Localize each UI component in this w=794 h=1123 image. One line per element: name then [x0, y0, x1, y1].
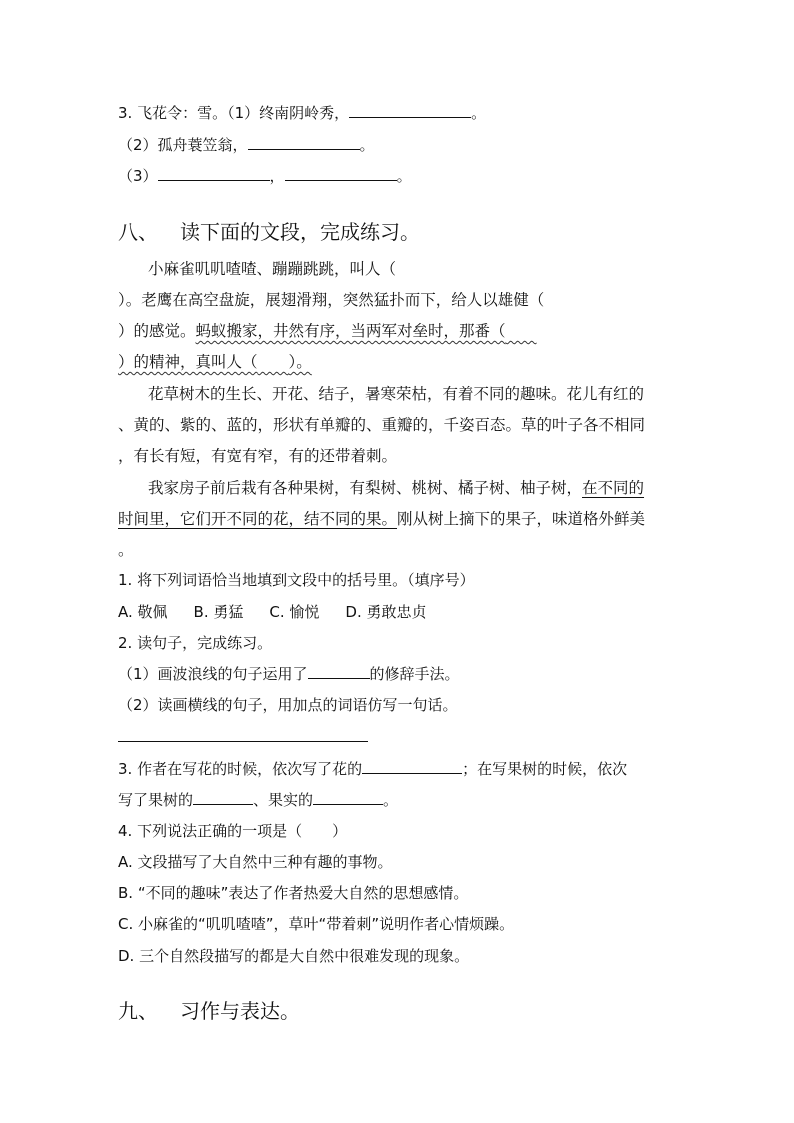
passage-line: 小麻雀叽叽喳喳、蹦蹦跳跳，叫人（	[148, 260, 397, 278]
question-1: 1. 将下列词语恰当地填到文段中的括号里。（填序号）	[118, 571, 475, 589]
section-title: 读下面的文段，完成练习。	[180, 220, 420, 244]
passage-line: 。	[118, 541, 134, 559]
passage-line: ，有长有短，有宽有窄，有的还带着刺。	[118, 447, 398, 465]
question-4-option-b: B. “不同的趣味”表达了作者热爱大自然的思想感情。	[118, 884, 469, 902]
question-4: 4. 下列说法正确的一项是（ ）	[118, 822, 348, 840]
passage-line	[118, 352, 312, 372]
fhl-line-3: （3） ， 。	[118, 167, 412, 185]
fhl-line-1: 3. 飞花令：雪。（1）终南阴岭秀， 。	[118, 104, 487, 122]
option-d: D. 勇敢忠贞	[345, 603, 427, 621]
answer-blank[interactable]	[362, 759, 462, 774]
option-c: C. 愉悦	[269, 603, 320, 621]
passage-line: 花草树木的生长、开花、结子，暑寒荣枯，有着不同的趣味。花儿有红的	[148, 385, 645, 403]
answer-blank[interactable]	[285, 166, 397, 181]
section-number: 八、	[118, 220, 158, 244]
wavy-underlined-sentence: 蚂蚁搬家，井然有序，当两军对垒时，那番（	[195, 322, 506, 340]
section-number: 九、	[118, 999, 158, 1023]
question-3: 3. 作者在写花的时候，依次写了花的 ；在写果树的时候，依次	[118, 760, 628, 778]
answer-blank[interactable]	[308, 664, 370, 679]
answer-blank[interactable]	[349, 103, 471, 118]
question-4-option-a: A. 文段描写了大自然中三种有趣的事物。	[118, 853, 393, 871]
section-title: 习作与表达。	[180, 999, 300, 1023]
fhl-line-2: （2）孤舟蓑笠翁， 。	[118, 136, 375, 154]
passage-line: 我家房子前后栽有各种果树，有梨树、桃树、橘子树、柚子树，在不同的	[148, 479, 645, 497]
passage-line: 时间里，它们开不同的花，结不同的果。刚从树上摘下的果子，味道格外鲜美	[118, 510, 646, 528]
question-2: 2. 读句子，完成练习。	[118, 634, 273, 652]
option-a: A. 敬佩	[118, 603, 168, 621]
option-b: B. 勇猛	[193, 603, 244, 621]
question-1-options	[118, 602, 452, 622]
wavy-underlined-sentence: ）的精神，真叫人（ ）。	[118, 353, 312, 371]
underlined-sentence: 时间里，它们开不同的花，结不同的果。	[118, 510, 398, 528]
question-2-1: （1）画波浪线的句子运用了 的修辞手法。	[118, 665, 460, 683]
section-nine-heading	[118, 998, 300, 1024]
answer-line[interactable]	[118, 741, 368, 742]
answer-blank[interactable]	[158, 166, 270, 181]
question-4-option-d: D. 三个自然段描写的都是大自然中很难发现的现象。	[118, 947, 470, 965]
answer-blank[interactable]	[313, 790, 383, 805]
passage-line: 、黄的、紫的、蓝的，形状有单瓣的、重瓣的，千姿百态。草的叶子各不相同	[118, 416, 646, 434]
underlined-sentence: 在不同的	[582, 479, 645, 497]
question-4-option-c: C. 小麻雀的“叽叽喳喳”，草叶“带着刺”说明作者心情烦躁。	[118, 915, 515, 933]
question-2-2: （2）读画横线的句子，用加点的词语仿写一句话。	[118, 696, 458, 714]
question-3-cont: 写了果树的 、果实的 。	[118, 791, 399, 809]
passage-line: ）的感觉。蚂蚁搬家，井然有序，当两军对垒时，那番（	[118, 321, 537, 341]
answer-blank[interactable]	[193, 790, 253, 805]
answer-blank[interactable]	[248, 135, 360, 150]
section-eight-heading	[118, 219, 420, 245]
passage-line: ）。老鹰在高空盘旋，展翅滑翔，突然猛扑而下，给人以雄健（	[118, 291, 545, 309]
